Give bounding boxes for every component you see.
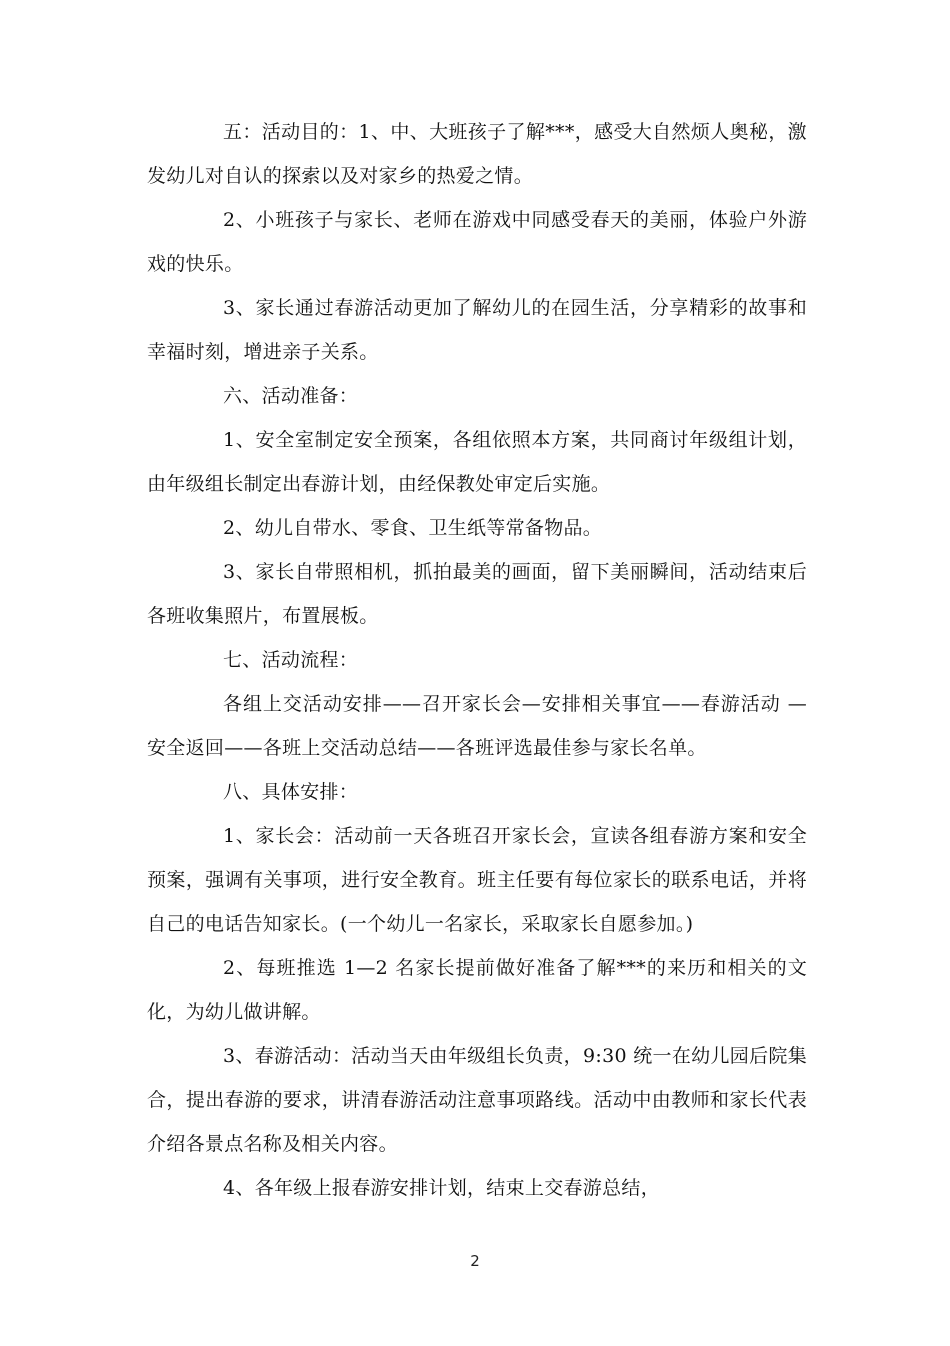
heading-activity-process: 七、活动流程： <box>223 649 359 671</box>
paragraph-arrangement-4: 4、各年级上报春游安排计划，结束上交春游总结， <box>223 1177 660 1199</box>
paragraph-preparation-3: 3、家长自带照相机，抓拍最美的画面，留下美丽瞬间，活动结束后各班收集照片，布置展板。 <box>147 561 807 627</box>
paragraph-goal-3: 3、家长通过春游活动更加了解幼儿的在园生活，分享精彩的故事和幸福时刻，增进亲子关系。 <box>147 297 807 363</box>
heading-activity-preparation: 六、活动准备： <box>223 385 359 407</box>
paragraph-goal-2: 2、小班孩子与家长、老师在游戏中同感受春天的美丽，体验户外游戏的快乐。 <box>147 209 807 275</box>
paragraph-arrangement-3: 3、春游活动：活动当天由年级组长负责，9:30 统一在幼儿园后院集合，提出春游的要求，讲清春游活动注意事项路线。活动中由教师和家长代表介绍各景点名称及相关内容。 <box>147 1045 807 1155</box>
paragraph-arrangement-1: 1、家长会：活动前一天各班召开家长会，宣读各组春游方案和安全预案，强调有关事项，进行安全教育。班主任要有每位家长的联系电话，并将自己的电话告知家长。(一个幼儿一名家长，采取家长自愿参加。) <box>147 825 807 935</box>
paragraph-activity-goals: 五：活动目的：1、中、大班孩子了解***，感受大自然烦人奥秘，激发幼儿对自认的探索以及对家乡的热爱之情。 <box>147 121 807 187</box>
document-body <box>147 110 807 1210</box>
paragraph-arrangement-2: 2、每班推选 1—2 名家长提前做好准备了解***的来历和相关的文化，为幼儿做讲解。 <box>147 957 807 1023</box>
paragraph-preparation-2: 2、幼儿自带水、零食、卫生纸等常备物品。 <box>223 517 603 539</box>
heading-specific-arrangements: 八、具体安排： <box>223 781 359 803</box>
page-number: 2 <box>470 1252 480 1270</box>
paragraph-preparation-1: 1、安全室制定安全预案，各组依照本方案，共同商讨年级组计划，由年级组长制定出春游计划，由经保教处审定后实施。 <box>147 429 807 495</box>
paragraph-process-flow: 各组上交活动安排——召开家长会—安排相关事宜——春游活动 —安全返回——各班上交活动总结——各班评选最佳参与家长名单。 <box>147 693 807 759</box>
